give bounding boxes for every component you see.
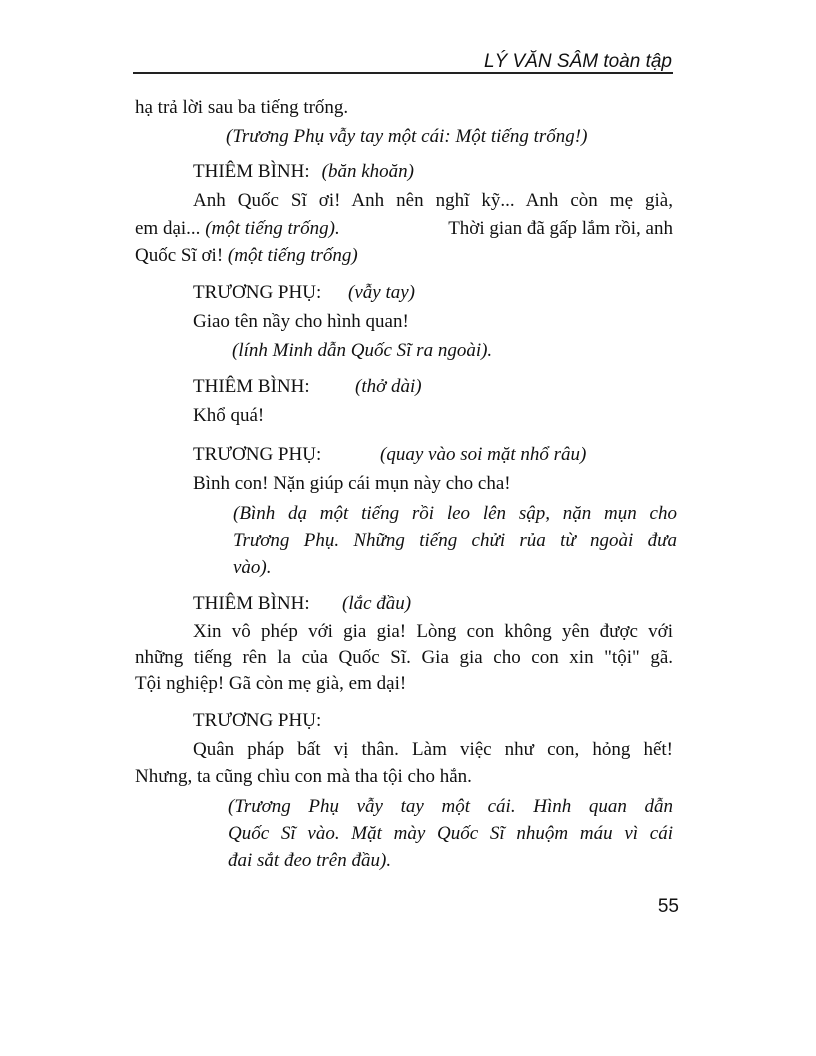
speaker-name: THIÊM BÌNH: — [193, 376, 310, 397]
text-line-mixed — [135, 245, 358, 267]
text-line: Bình con! Nặn giúp cái mụn này cho cha! — [193, 473, 511, 494]
page-number: 55 — [657, 896, 679, 917]
stage-direction: đai sắt đeo trên đầu). — [228, 850, 392, 871]
text-line: Quân pháp bất vị thân. Làm việc như con, hỏng hết! — [193, 739, 673, 760]
speaker-name: TRƯƠNG PHỤ: — [193, 282, 322, 303]
stage-direction: vào). — [233, 557, 272, 578]
stage-direction: Trương Phụ. Những tiếng chửi rủa từ ngoài đưa — [233, 530, 677, 551]
speaker-name: THIÊM BÌNH: — [193, 161, 310, 182]
running-header: LÝ VĂN SÂM toàn tập — [484, 51, 672, 72]
stage-direction: (lắc đầu) — [342, 593, 412, 614]
stage-direction: (Trương Phụ vẫy tay một cái. Hình quan dẫn — [228, 796, 673, 817]
stage-direction: (lính Minh dẫn Quốc Sĩ ra ngoài). — [232, 340, 493, 361]
stage-direction: (một tiếng trống). — [205, 218, 340, 239]
text-line: Anh Quốc Sĩ ơi! Anh nên nghĩ kỹ... Anh còn mẹ già, — [193, 190, 673, 211]
stage-direction: (băn khoăn) — [321, 161, 414, 182]
text-span: Quốc Sĩ ơi! — [135, 245, 224, 266]
text-line-mixed — [135, 218, 673, 240]
text-line: Giao tên nầy cho hình quan! — [193, 311, 409, 332]
text-line: Nhưng, ta cũng chìu con mà tha tội cho hắn. — [135, 766, 472, 787]
stage-direction: (quay vào soi mặt nhổ râu) — [380, 444, 587, 465]
text-line: hạ trả lời sau ba tiếng trống. — [135, 97, 349, 118]
text-line: những tiếng rên la của Quốc Sĩ. Gia gia cho con xin "tội" gã. — [135, 647, 673, 668]
stage-direction: Quốc Sĩ vào. Mặt mày Quốc Sĩ nhuộm máu vì cái — [228, 823, 673, 844]
text-line: Khổ quá! — [193, 405, 265, 426]
stage-direction: (vẫy tay) — [348, 282, 415, 303]
speaker-name: TRƯƠNG PHỤ: — [193, 710, 322, 731]
speaker-name: TRƯƠNG PHỤ: — [193, 444, 322, 465]
text-span: em dại... — [135, 218, 201, 239]
speaker-row — [193, 161, 414, 183]
header-rule — [133, 72, 673, 74]
text-line: Tội nghiệp! Gã còn mẹ già, em dại! — [135, 673, 407, 694]
speaker-row — [193, 376, 422, 398]
speaker-name: THIÊM BÌNH: — [193, 593, 310, 614]
text-line: Xin vô phép với gia gia! Lòng con không yên được với — [193, 621, 673, 642]
stage-direction: (Bình dạ một tiếng rồi leo lên sập, nặn mụn cho — [233, 503, 677, 524]
stage-direction: (Trương Phụ vẫy tay một cái: Một tiếng trống!) — [226, 126, 588, 147]
speaker-row — [193, 444, 586, 466]
stage-direction: (một tiếng trống) — [227, 245, 358, 266]
speaker-row — [193, 282, 415, 304]
stage-direction: (thở dài) — [355, 376, 422, 397]
speaker-row — [193, 593, 411, 615]
text-span: Thời gian đã gấp lắm rồi, anh — [448, 218, 673, 239]
